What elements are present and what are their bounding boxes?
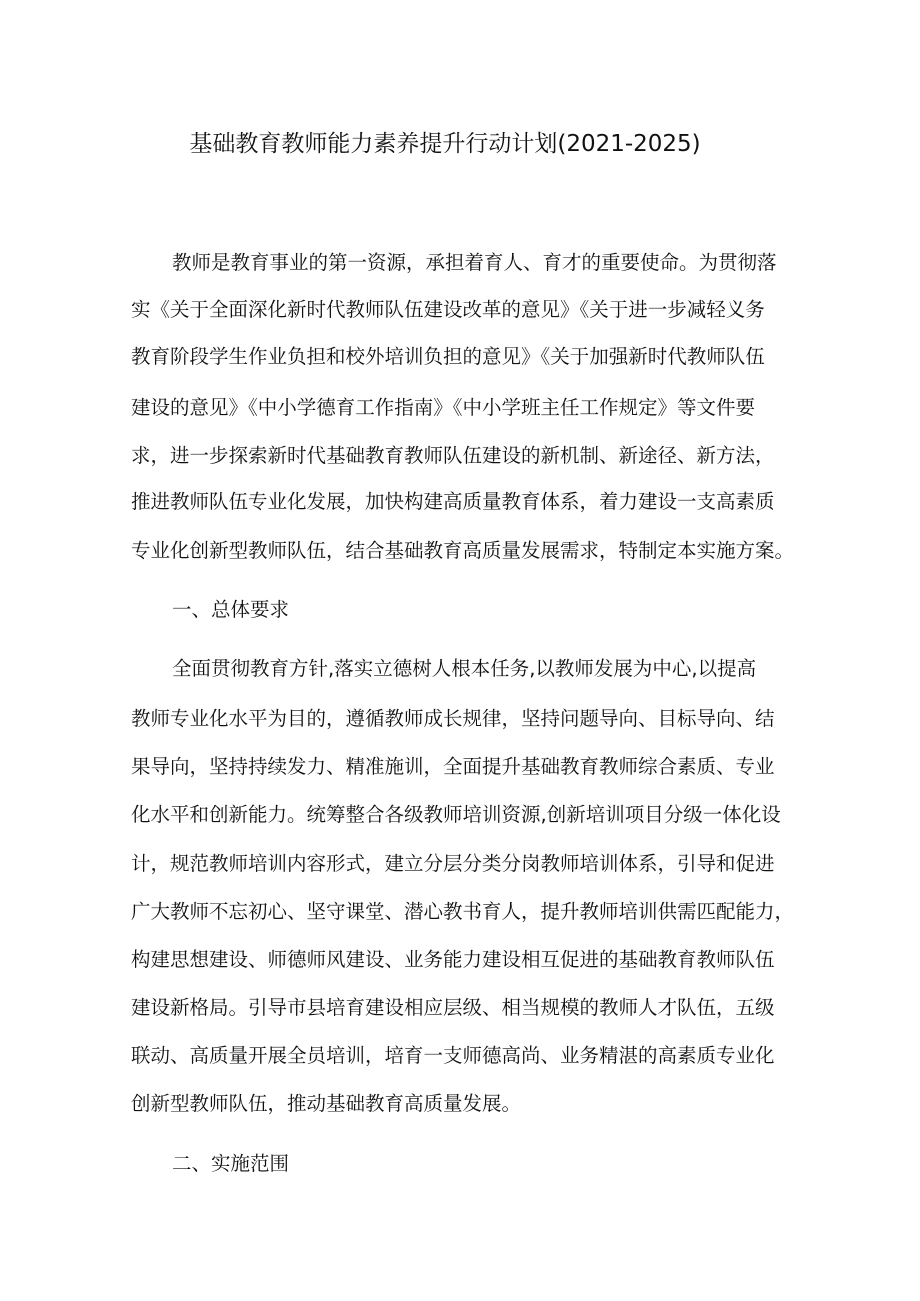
paragraph-line: 推进教师队伍专业化发展，加快构建高质量教育体系，着力建设一支高素质 <box>131 490 775 513</box>
paragraph-line: 实《关于全面深化新时代教师队伍建设改革的意见》《关于进一步减轻义务 <box>131 298 765 321</box>
paragraph-line: 联动、高质量开展全员培训，培育一支师德高尚、业务精湛的高素质专业化 <box>131 1044 775 1067</box>
paragraph-line: 教育阶段学生作业负担和校外培训负担的意见》《关于加强新时代教师队伍 <box>131 345 765 368</box>
paragraph-line: 建设的意见》《中小学德育工作指南》《中小学班主任工作规定》等文件要 <box>131 396 756 419</box>
document-title: 基础教育教师能力素养提升行动计划(2021-2025) <box>189 131 701 157</box>
paragraph-line: 建设新格局。引导市县培育建设相应层级、相当规模的教师人才队伍，五级 <box>131 996 775 1019</box>
paragraph-line: 专业化创新型教师队伍，结合基础教育高质量发展需求，特制定本实施方案。 <box>131 539 795 562</box>
paragraph-line: 构建思想建设、师德师风建设、业务能力建设相互促进的基础教育教师队伍 <box>131 948 775 971</box>
paragraph-line: 计，规范教师培训内容形式，建立分层分类分岗教师培训体系，引导和促进 <box>131 852 775 875</box>
paragraph-line: 全面贯彻教育方针,落实立德树人根本任务,以教师发展为中心,以提高 <box>172 657 757 680</box>
paragraph-line: 化水平和创新能力。统筹整合各级教师培训资源,创新培训项目分级一体化设 <box>131 803 781 826</box>
paragraph-line: 教师是教育事业的第一资源，承担着育人、育才的重要使命。为贯彻落 <box>172 251 777 274</box>
paragraph-line: 创新型教师队伍，推动基础教育高质量发展。 <box>131 1092 522 1115</box>
section-heading-general-requirements: 一、总体要求 <box>172 598 290 621</box>
section-heading-scope: 二、实施范围 <box>172 1152 290 1175</box>
paragraph-line: 果导向，坚持持续发力、精准施训，全面提升基础教育教师综合素质、专业 <box>131 755 775 778</box>
paragraph-line: 求，进一步探索新时代基础教育教师队伍建设的新机制、新途径、新方法， <box>131 444 775 467</box>
paragraph-line: 广大教师不忘初心、坚守课堂、潜心教书育人，提升教师培训供需匹配能力， <box>131 900 795 923</box>
paragraph-line: 教师专业化水平为目的，遵循教师成长规律，坚持问题导向、目标导向、结 <box>131 707 775 730</box>
